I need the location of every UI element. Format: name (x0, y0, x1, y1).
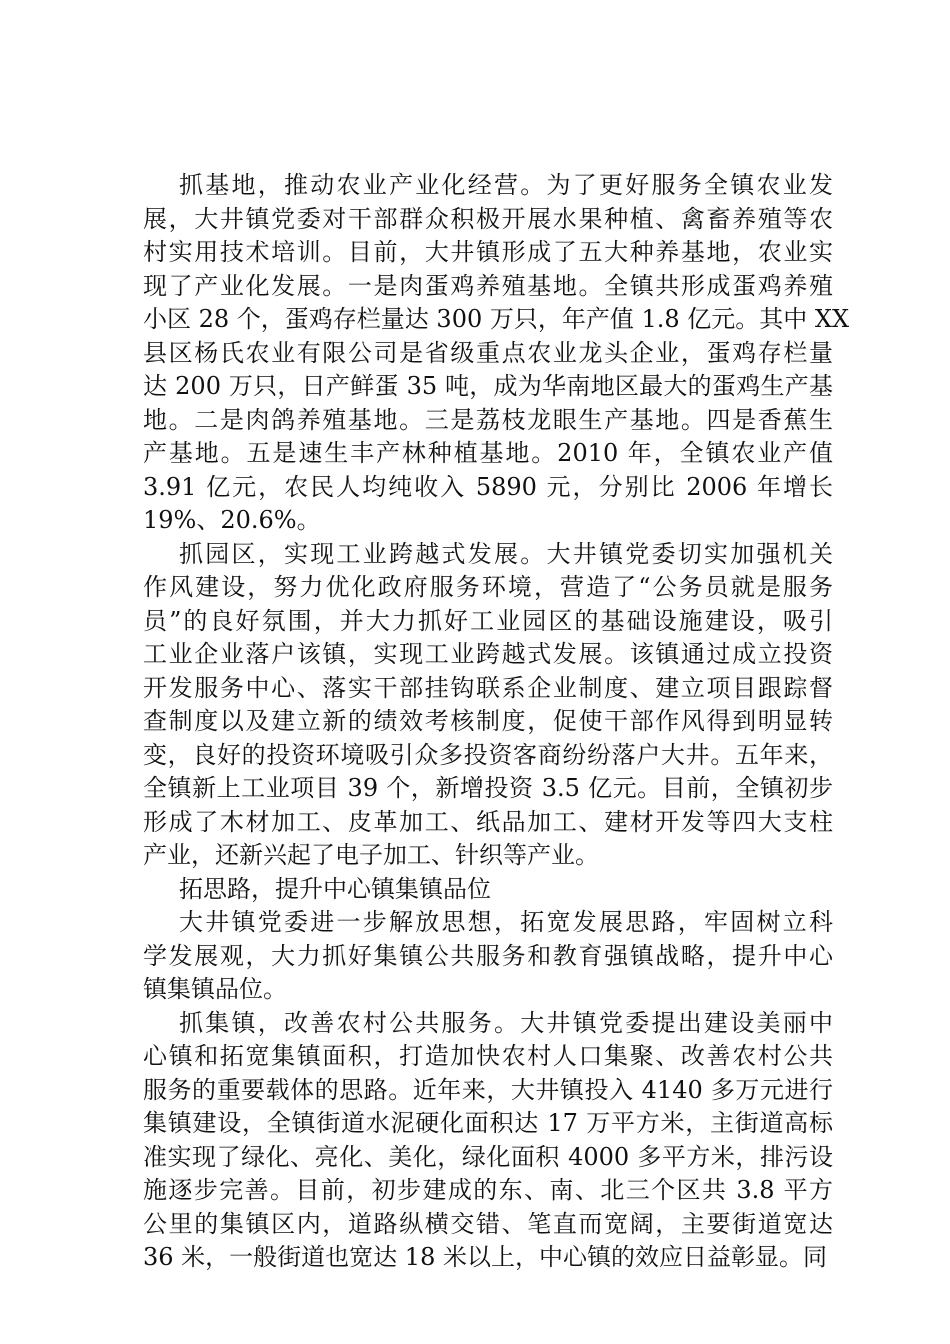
paragraph-line: 拓思路，提升中心镇集镇品位 (179, 874, 491, 903)
paragraph-p4 (143, 906, 833, 1007)
paragraph-line: 地。二是肉鸽养殖基地。三是荔枝龙眼生产基地。四是香蕉生 (143, 405, 833, 434)
paragraph-p5 (143, 1007, 833, 1275)
paragraph-line: 达 200 万只，日产鲜蛋 35 吨，成为华南地区最大的蛋鸡生产基 (143, 372, 833, 400)
paragraph-line: 县区杨氏农业有限公司是省级重点农业龙头企业，蛋鸡存栏量 (143, 338, 833, 367)
paragraph-line: 准实现了绿化、亮化、美化，绿化面积 4000 多平方米，排污设 (143, 1142, 833, 1171)
paragraph-line: 镇集镇品位。 (143, 975, 287, 1003)
paragraph-line: 学发展观，大力抓好集镇公共服务和教育强镇战略，提升中心 (143, 941, 833, 970)
paragraph-line: 服务的重要载体的思路。近年来，大井镇投入 4140 多万元进行 (143, 1075, 833, 1104)
paragraph-line: 公里的集镇区内，道路纵横交错、笔直而宽阔，主要街道宽达 (143, 1209, 833, 1238)
paragraph-line: 施逐步完善。目前，初步建成的东、南、北三个区共 3.8 平方 (143, 1176, 833, 1204)
paragraph-line: 作风建设，努力优化政府服务环境，营造了“公务员就是服务 (143, 573, 833, 601)
paragraph-line: 村实用技术培训。目前，大井镇形成了五大种养基地，农业实 (143, 238, 833, 266)
paragraph-p1 (143, 169, 850, 538)
paragraph-line: 产基地。五是速生丰产林种植基地。2010 年，全镇农业产值 (143, 439, 833, 467)
paragraph-line: 小区 28 个，蛋鸡存栏量达 300 万只，年产值 1.8 亿元。其中 XX (143, 305, 850, 333)
paragraph-line: 19%、20.6%。 (143, 506, 321, 534)
paragraph-line: 抓园区，实现工业跨越式发展。大井镇党委切实加强机关 (179, 539, 833, 568)
paragraph-line: 抓基地，推动农业产业化经营。为了更好服务全镇农业发 (179, 171, 833, 199)
paragraph-line: 工业企业落户该镇，实现工业跨越式发展。该镇通过成立投资 (143, 640, 833, 668)
paragraph-line: 3.91 亿元，农民人均纯收入 5890 元，分别比 2006 年增长 (143, 472, 833, 501)
paragraph-line: 查制度以及建立新的绩效考核制度，促使干部作风得到明显转 (143, 707, 833, 735)
paragraph-line: 现了产业化发展。一是肉蛋鸡养殖基地。全镇共形成蛋鸡养殖 (143, 271, 833, 300)
paragraph-line: 开发服务中心、落实干部挂钩联系企业制度、建立项目跟踪督 (143, 673, 833, 702)
paragraph-line: 形成了木材加工、皮革加工、纸品加工、建材开发等四大支柱 (143, 807, 833, 836)
document-body (143, 169, 850, 1275)
paragraph-line: 变，良好的投资环境吸引众多投资客商纷纷落户大井。五年来， (143, 740, 833, 769)
paragraph-line: 集镇建设，全镇街道水泥硬化面积达 17 万平方米，主街道高标 (143, 1109, 833, 1137)
paragraph-p3 (143, 873, 833, 907)
paragraph-line: 员”的良好氛围，并大力抓好工业园区的基础设施建设，吸引 (143, 606, 833, 635)
paragraph-line: 抓集镇，改善农村公共服务。大井镇党委提出建设美丽中 (179, 1008, 833, 1037)
paragraph-line: 36 米，一般街道也宽达 18 米以上，中心镇的效应日益彰显。同 (143, 1243, 827, 1271)
paragraph-line: 展，大井镇党委对干部群众积极开展水果种植、禽畜养殖等农 (143, 204, 833, 233)
paragraph-line: 大井镇党委进一步解放思想，拓宽发展思路，牢固树立科 (179, 908, 833, 936)
paragraph-p2 (143, 538, 833, 873)
paragraph-line: 全镇新上工业项目 39 个，新增投资 3.5 亿元。目前，全镇初步 (143, 774, 833, 802)
paragraph-line: 产业，还新兴起了电子加工、针织等产业。 (143, 841, 599, 869)
paragraph-line: 心镇和拓宽集镇面积，打造加快农村人口集聚、改善农村公共 (143, 1042, 833, 1070)
